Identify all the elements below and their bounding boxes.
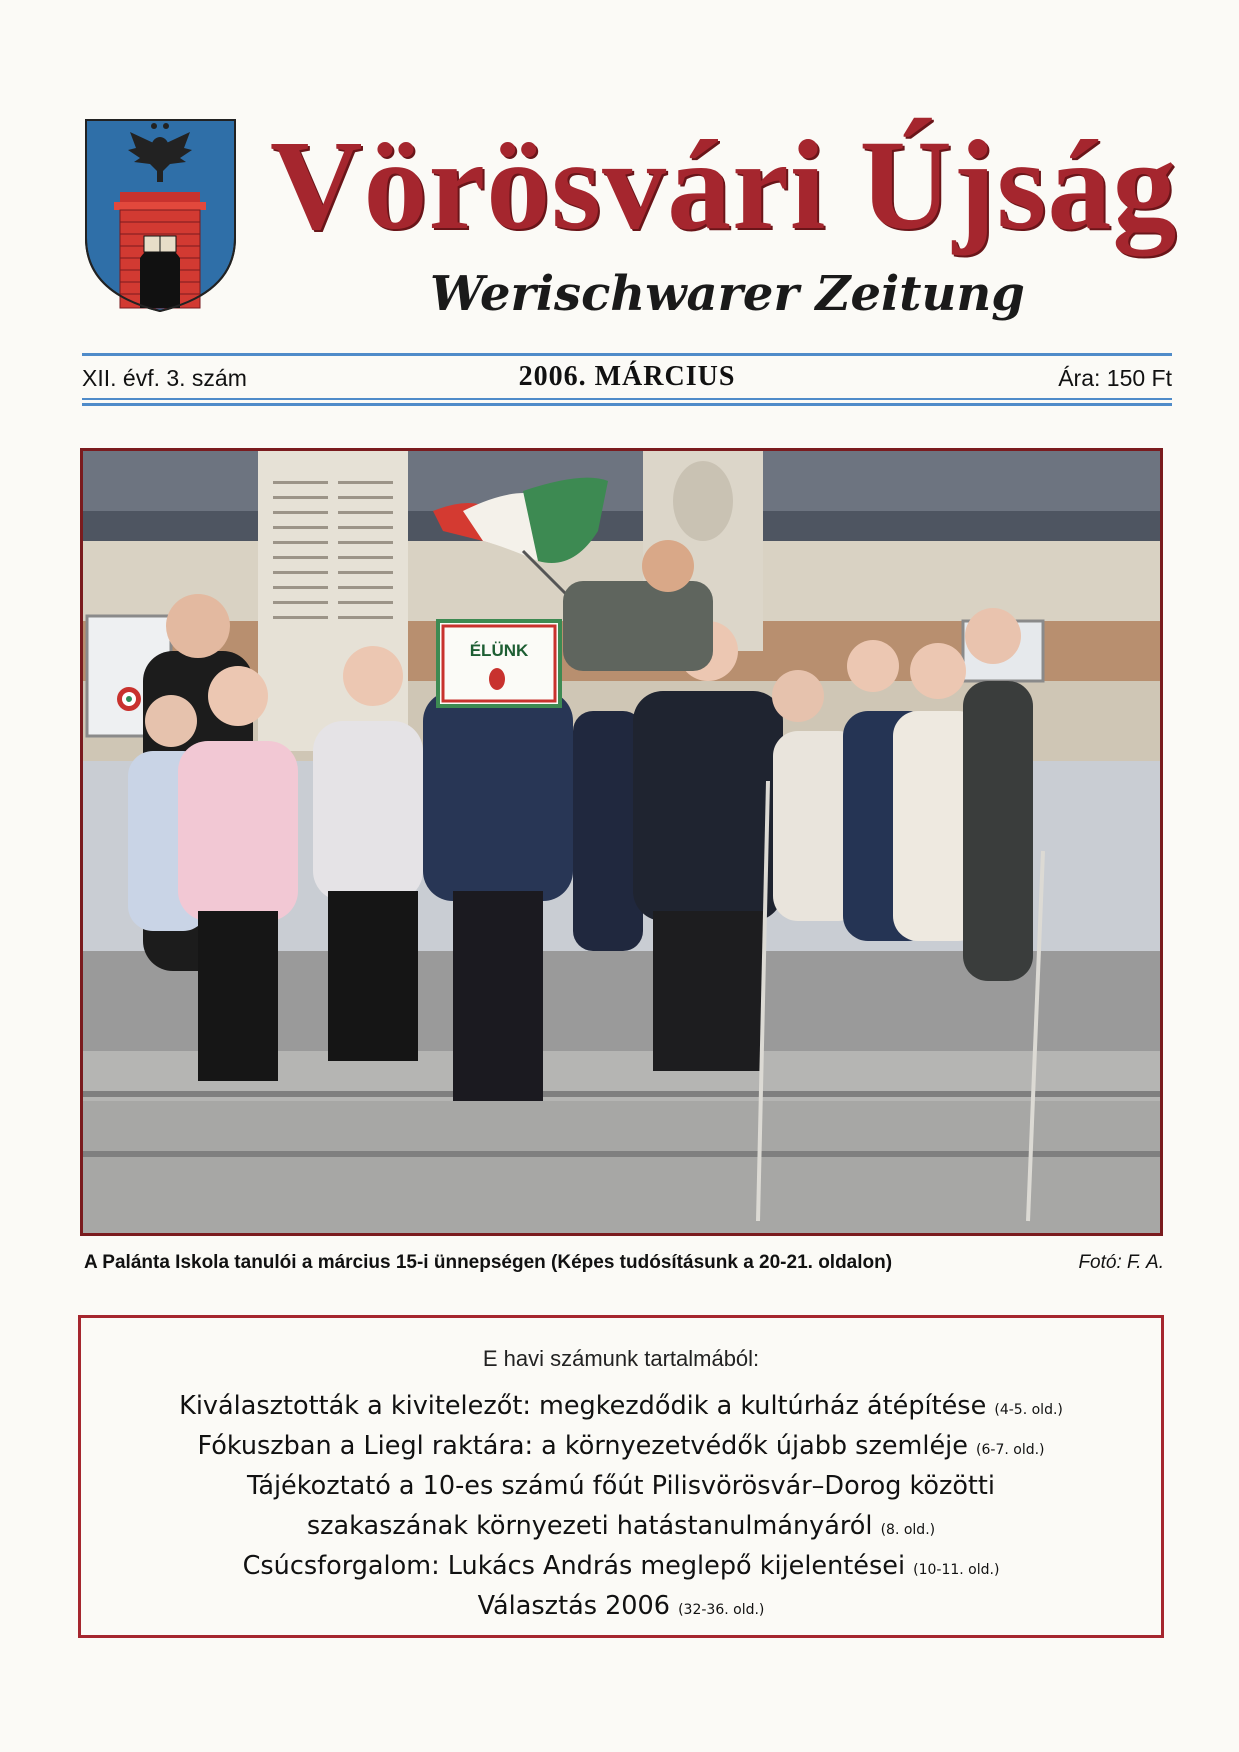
caption-credit: Fotó: F. A. <box>1078 1252 1164 1273</box>
header-rule-top <box>82 353 1172 356</box>
contents-heading: E havi számunk tartalmából: <box>482 1346 760 1371</box>
contents-list <box>81 1388 1161 1628</box>
issue-volume: XII. évf. 3. szám <box>82 365 247 391</box>
masthead-title: Vörösvári Újság <box>270 114 1178 256</box>
coat-of-arms-icon <box>84 118 237 313</box>
contents-item: Csúcsforgalom: Lukács András meglepő kijelentései (10-11. old.) <box>242 1551 1000 1581</box>
issue-date: 2006. MÁRCIUS <box>518 361 736 392</box>
contents-box <box>78 1315 1164 1638</box>
header-rule-bottom-thick <box>82 403 1172 406</box>
masthead-subtitle: Werischwarer Zeitung <box>430 266 1025 322</box>
caption-text: A Palánta Iskola tanulói a március 15-i ünnepségen (Képes tudósításunk a 20-21. oldalon) <box>84 1252 893 1273</box>
contents-item: Tájékoztató a 10-es számú főút Pilisvörösvár–Dorog közötti <box>246 1471 996 1501</box>
header-rule-bottom <box>82 398 1172 400</box>
sign-text: ÉLÜNK <box>469 641 529 660</box>
photo-caption <box>84 1252 1164 1282</box>
contents-item: Választás 2006 (32-36. old.) <box>477 1591 765 1621</box>
contents-item: Fókuszban a Liegl raktára: a környezetvédők újabb szemléje (6-7. old.) <box>197 1431 1045 1461</box>
issue-price: Ára: 150 Ft <box>1058 365 1172 391</box>
contents-item: Kiválasztották a kivitelezőt: megkezdődik a kultúrház átépítése (4-5. old.) <box>179 1391 1063 1421</box>
issue-line <box>82 357 1172 397</box>
cover-photo <box>80 448 1163 1236</box>
contents-item: szakaszának környezeti hatástanulmányáról (8. old.) <box>306 1511 936 1541</box>
